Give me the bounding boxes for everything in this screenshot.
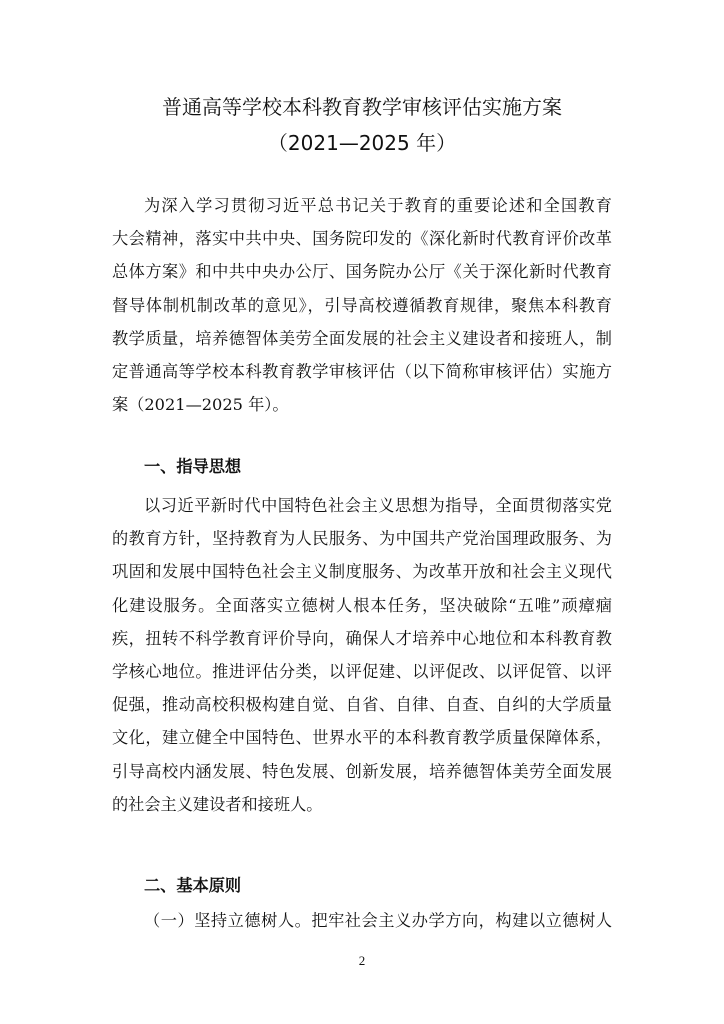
- paragraph-line: 总体方案》和中共中央办公厅、国务院办公厅《关于深化新时代教育: [112, 262, 612, 282]
- document-title: 普通高等学校本科教育教学审核评估实施方案: [162, 95, 562, 119]
- intro-paragraph: [112, 189, 612, 421]
- paragraph-line: 教学质量，培养德智体美劳全面发展的社会主义建设者和接班人，制: [112, 328, 612, 348]
- section-heading-guiding-ideology: 一、指导思想: [144, 457, 242, 476]
- basic-principles-paragraph: [112, 904, 612, 937]
- page-number: 2: [358, 953, 366, 968]
- guiding-ideology-paragraph: [112, 489, 612, 821]
- paragraph-line: 促强，推动高校积极构建自觉、自省、自律、自查、自纠的大学质量: [112, 695, 612, 715]
- paragraph-line: 化建设服务。全面落实立德树人根本任务，坚决破除“五唯”顽瘴痼: [112, 595, 612, 615]
- paragraph-line: 大会精神，落实中共中央、国务院印发的《深化新时代教育评价改革: [112, 229, 612, 249]
- paragraph-line: 的社会主义建设者和接班人。: [112, 794, 323, 814]
- document-subtitle: （2021—2025 年）: [267, 131, 457, 155]
- section-heading-basic-principles: 二、基本原则: [144, 876, 242, 895]
- paragraph-line: 为深入学习贯彻习近平总书记关于教育的重要论述和全国教育: [144, 196, 612, 215]
- paragraph-line: （一）坚持立德树人。把牢社会主义办学方向，构建以立德树人: [144, 911, 612, 930]
- paragraph-line: 学核心地位。推进评估分类，以评促建、以评促改、以评促管、以评: [112, 661, 612, 681]
- paragraph-line: 引导高校内涵发展、特色发展、创新发展，培养德智体美劳全面发展: [112, 761, 612, 781]
- paragraph-line: 的教育方针，坚持教育为人民服务、为中国共产党治国理政服务、为: [112, 529, 612, 549]
- paragraph-line: 定普通高等学校本科教育教学审核评估（以下简称审核评估）实施方: [112, 361, 612, 381]
- paragraph-line: 巩固和发展中国特色社会主义制度服务、为改革开放和社会主义现代: [112, 562, 612, 582]
- paragraph-line: 文化，建立健全中国特色、世界水平的本科教育教学质量保障体系，: [112, 728, 612, 748]
- paragraph-line: 案（2021—2025 年）。: [112, 395, 289, 415]
- paragraph-line: 督导体制机制改革的意见》，引导高校遵循教育规律，聚焦本科教育: [112, 295, 612, 315]
- paragraph-line: 以习近平新时代中国特色社会主义思想为指导，全面贯彻落实党: [144, 496, 612, 515]
- paragraph-line: 疾，扭转不科学教育评价导向，确保人才培养中心地位和本科教育教: [112, 628, 612, 648]
